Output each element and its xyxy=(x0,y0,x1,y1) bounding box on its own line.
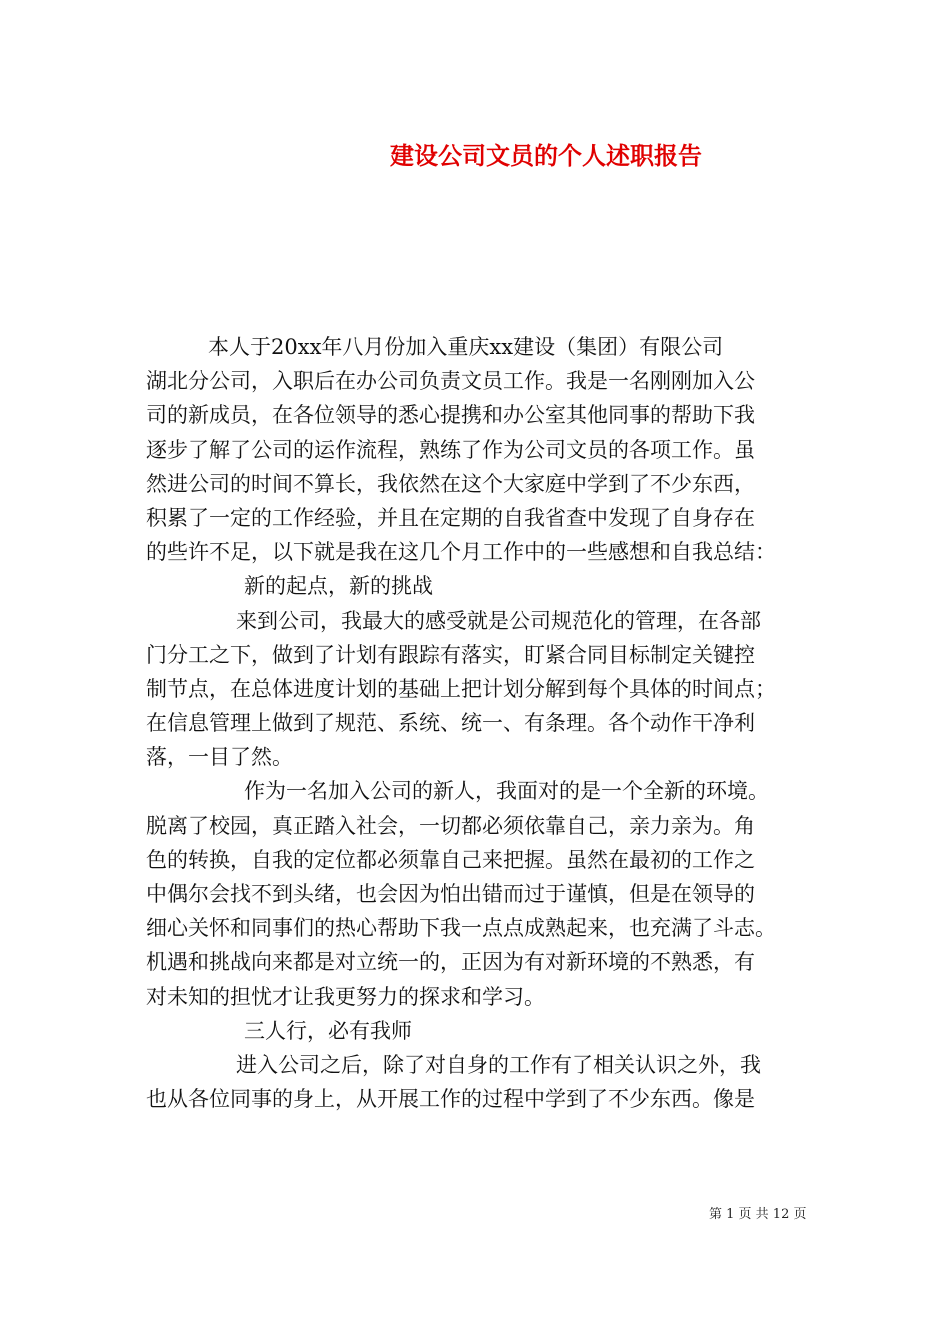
body-line: 本人于20xx年八月份加入重庆xx建设（集团）有限公司 xyxy=(208,335,724,359)
body-line: 机遇和挑战向来都是对立统一的，正因为有对新环境的不熟悉，有 xyxy=(146,950,755,975)
body-line: 细心关怀和同事们的热心帮助下我一点点成熟起来，也充满了斗志。 xyxy=(146,916,776,941)
body-line: 中偶尔会找不到头绪，也会因为怕出错而过于谨慎，但是在领导的 xyxy=(146,882,755,906)
body-line: 湖北分公司，入职后在办公司负责文员工作。我是一名刚刚加入公 xyxy=(146,369,755,394)
body-line: 积累了一定的工作经验，并且在定期的自我省查中发现了自身存在 xyxy=(146,505,755,530)
page-footer: 第 1 页 共 12 页 xyxy=(709,1207,807,1222)
section-heading: 三人行，必有我师 xyxy=(244,1018,412,1043)
body-line: 在信息管理上做到了规范、系统、统一、有条理。各个动作干净利 xyxy=(146,711,755,736)
body-line: 进入公司之后，除了对自身的工作有了相关认识之外，我 xyxy=(236,1052,761,1077)
body-line: 也从各位同事的身上，从开展工作的过程中学到了不少东西。像是 xyxy=(146,1087,755,1112)
document-title: 建设公司文员的个人述职报告 xyxy=(390,141,702,170)
body-line: 作为一名加入公司的新人，我面对的是一个全新的环境。 xyxy=(244,779,769,804)
document-body xyxy=(146,330,811,1116)
body-line: 司的新成员，在各位领导的悉心提携和办公室其他同事的帮助下我 xyxy=(146,403,755,428)
body-line: 逐步了解了公司的运作流程，熟练了作为公司文员的各项工作。虽 xyxy=(146,437,755,462)
body-line: 色的转换，自我的定位都必须靠自己来把握。虽然在最初的工作之 xyxy=(146,847,755,872)
body-line: 制节点，在总体进度计划的基础上把计划分解到每个具体的时间点； xyxy=(146,676,776,701)
body-line: 落，一目了然。 xyxy=(146,745,293,770)
body-line: 对未知的担忧才让我更努力的探求和学习。 xyxy=(146,984,545,1009)
section-heading: 新的起点，新的挑战 xyxy=(244,574,433,599)
body-line: 然进公司的时间不算长，我依然在这个大家庭中学到了不少东西， xyxy=(146,471,755,496)
body-line: 来到公司，我最大的感受就是公司规范化的管理，在各部 xyxy=(236,608,761,633)
body-line: 的些许不足，以下就是我在这几个月工作中的一些感想和自我总结： xyxy=(146,540,776,565)
body-line: 脱离了校园，真正踏入社会，一切都必须依靠自己，亲力亲为。角 xyxy=(146,813,755,838)
body-line: 门分工之下，做到了计划有跟踪有落实，盯紧合同目标制定关键控 xyxy=(146,642,755,667)
